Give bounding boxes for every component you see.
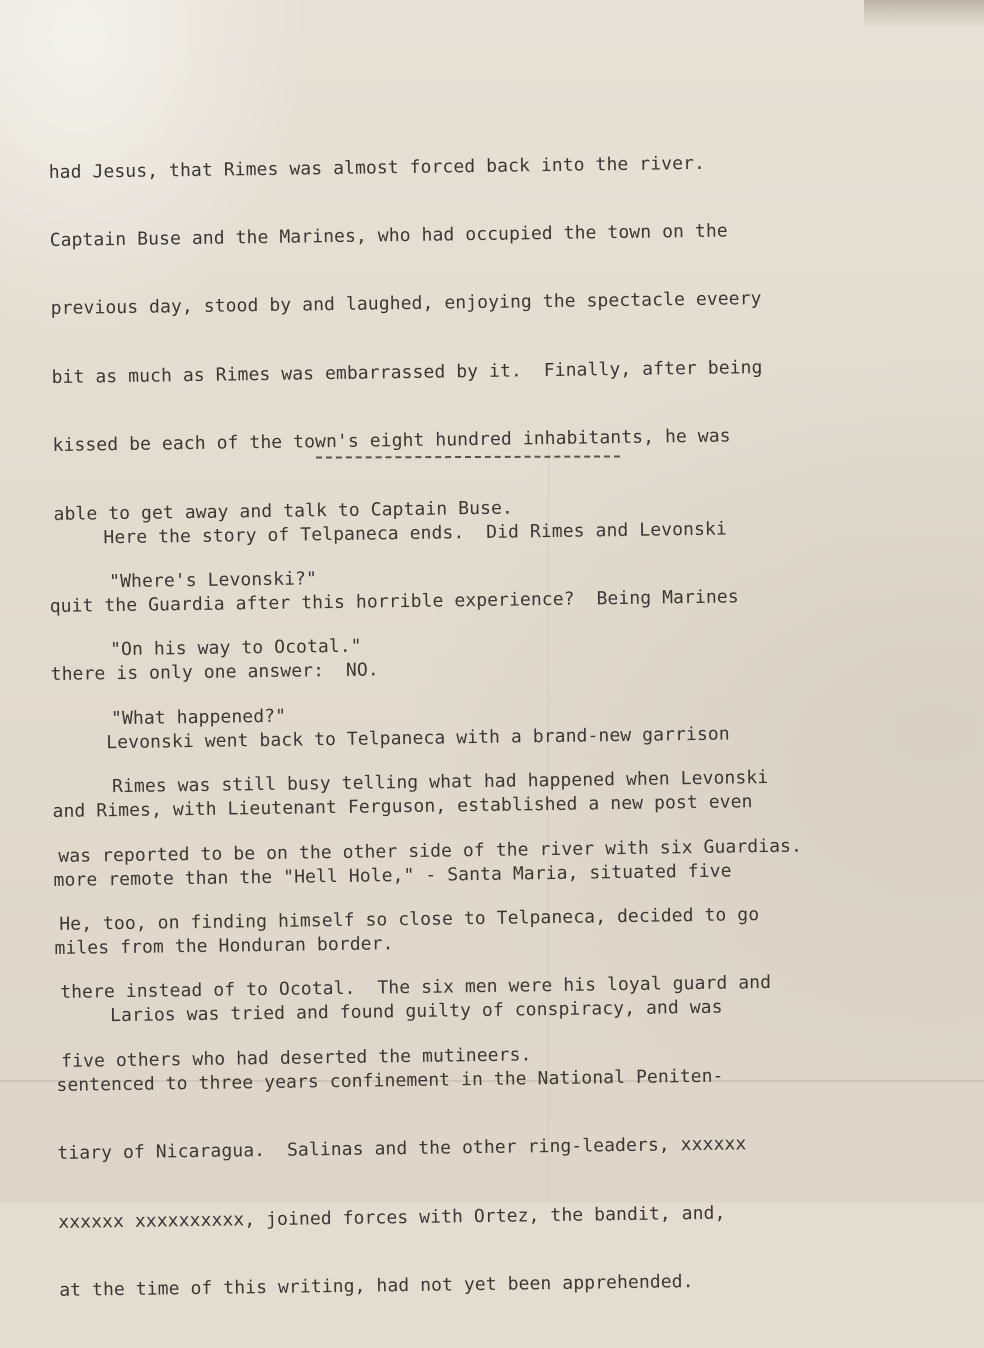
- page-corner-shadow: [864, 0, 984, 28]
- text-line: was reported to be on the other side of the river with six Guardias.: [58, 835, 803, 867]
- text-line: Here the story of Telpaneca ends. Did Rimes and Levonski: [48, 518, 727, 549]
- text-line: kissed be each of the town's eight hundred inhabitants, he was: [52, 425, 731, 457]
- text-line: five others who had deserted the mutineers.: [61, 1044, 532, 1072]
- text-line: "On his way to Ocotal.": [55, 636, 362, 662]
- text-line: more remote than the "Hell Hole," - Santa Maria, situated five: [53, 860, 732, 891]
- text-line: bit as much as Rimes was embarrassed by it. Finally, after being: [51, 356, 763, 388]
- text-line: at the time of this writing, had not yet been apprehended.: [59, 1270, 694, 1301]
- text-line: miles from the Honduran border.: [54, 933, 394, 959]
- text-line: Levonski went back to Telpaneca with a brand-new garrison: [51, 723, 730, 754]
- paragraph-block-2: [48, 472, 760, 1348]
- text-line: He, too, on finding himself so close to Telpaneca, decided to go: [59, 904, 760, 935]
- text-line: tiary of Nicaragua. Salinas and the other ring-leaders, xxxxxx: [57, 1133, 747, 1165]
- text-line: Larios was tried and found guilty of conspiracy, and was: [55, 996, 723, 1028]
- text-line: Captain Buse and the Marines, who had occupied the town on the: [49, 220, 728, 251]
- text-line: there instead of to Ocotal. The six men were his loyal guard and: [60, 972, 772, 1004]
- text-line: "What happened?": [56, 705, 287, 730]
- text-line: Rimes was still busy telling what had happened when Levonski: [57, 767, 769, 799]
- text-line: had Jesus, that Rimes was almost forced back into the river.: [48, 152, 706, 183]
- text-line: able to get away and talk to Captain Buse.: [53, 497, 514, 525]
- text-line: and Rimes, with Lieutenant Ferguson, established a new post even: [52, 791, 753, 823]
- text-line: "Where's Levonski?": [54, 568, 318, 593]
- text-line: quit the Guardia after this horrible experience? Being Marines: [49, 586, 739, 617]
- text-line: sentenced to three years confinement in the National Peniten-: [56, 1065, 724, 1096]
- text-line: xxxxxx xxxxxxxxxx, joined forces with Ortez, the bandit, and,: [58, 1202, 726, 1233]
- text-line: there is only one answer: NO.: [50, 659, 379, 686]
- text-line: previous day, stood by and laughed, enjoying the spectacle eveery: [50, 288, 762, 320]
